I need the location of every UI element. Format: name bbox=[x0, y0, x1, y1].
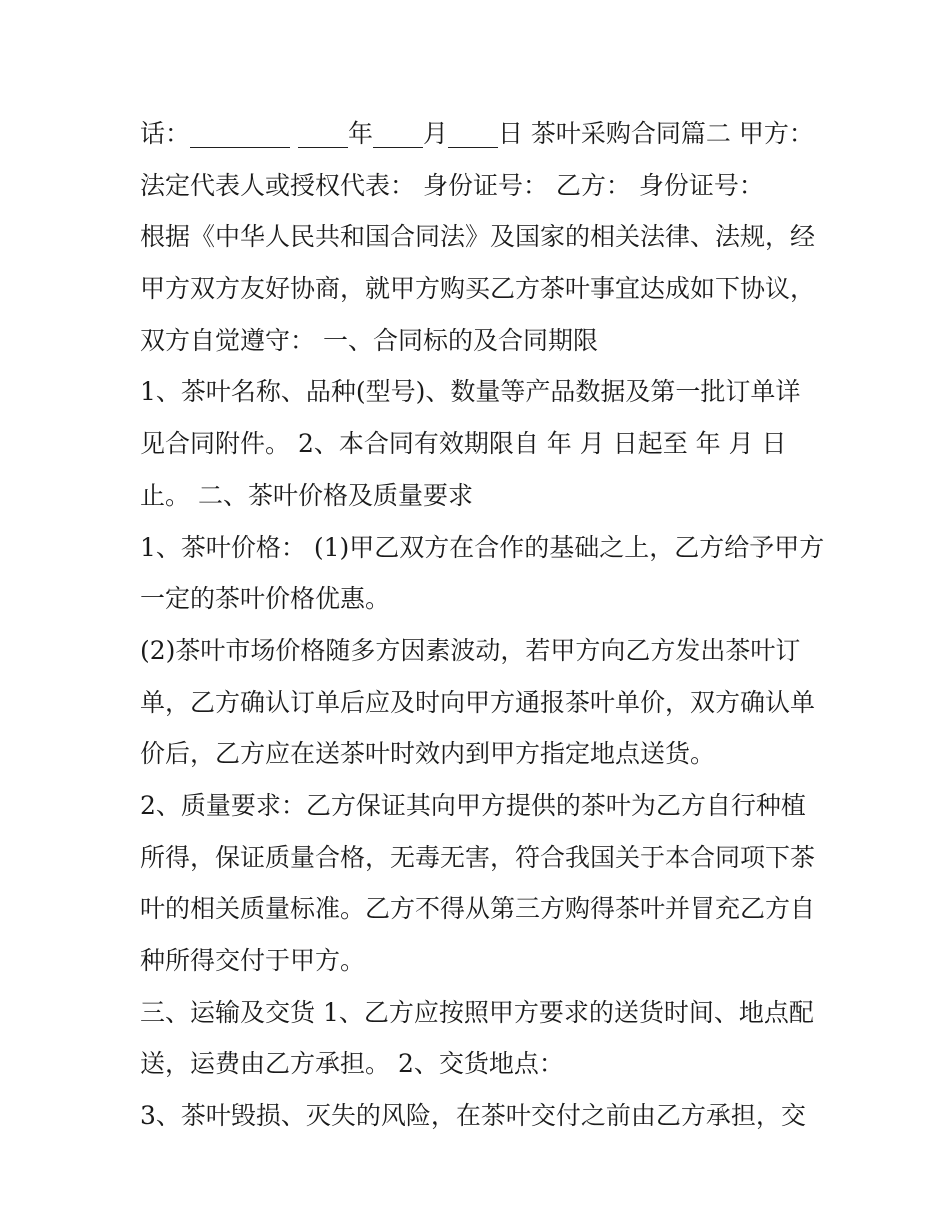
text-line-13: 价后，乙方应在送茶叶时效内到甲方指定地点送货。 bbox=[140, 739, 716, 769]
text-line-11: (2)茶叶市场价格随多方因素波动，若甲方向乙方发出茶叶订 bbox=[140, 635, 801, 665]
text-line-7: 见合同附件。 2、本合同有效期限自 年 月 日起至 年 月 日 bbox=[140, 429, 787, 459]
text-line-8: 止。 二、茶叶价格及质量要求 bbox=[140, 480, 473, 510]
text-line-15: 所得，保证质量合格，无毒无害，符合我国关于本合同项下茶 bbox=[140, 842, 816, 872]
text-line-1: 话：________ ____年____月____日 茶叶采购合同篇二 甲方： bbox=[140, 119, 814, 148]
text-line-12: 单，乙方确认订单后应及时向甲方通报茶叶单价，双方确认单 bbox=[140, 687, 816, 717]
text-line-2: 法定代表人或授权代表： 身份证号： 乙方： 身份证号： bbox=[140, 170, 764, 200]
text-line-10: 一定的茶叶价格优惠。 bbox=[140, 584, 391, 614]
text-line-14: 2、质量要求：乙方保证其向甲方提供的茶叶为乙方自行种植 bbox=[140, 790, 806, 820]
text-line-9: 1、茶叶价格： (1)甲乙双方在合作的基础之上，乙方给予甲方 bbox=[140, 532, 825, 562]
text-line-19: 送，运费由乙方承担。 2、交货地点： bbox=[140, 1049, 564, 1079]
contract-text bbox=[140, 108, 825, 1142]
text-line-4: 甲方双方友好协商，就甲方购买乙方茶叶事宜达成如下协议， bbox=[140, 274, 816, 304]
text-line-17: 种所得交付于甲方。 bbox=[140, 946, 366, 975]
text-line-5: 双方自觉遵守： 一、合同标的及合同期限 bbox=[140, 325, 598, 355]
text-line-18: 三、运输及交货 1、乙方应按照甲方要求的送货时间、地点配 bbox=[140, 997, 814, 1027]
text-line-20: 3、茶叶毁损、灭失的风险，在茶叶交付之前由乙方承担，交 bbox=[140, 1101, 806, 1131]
text-line-3: 根据《中华人民共和国合同法》及国家的相关法律、法规，经 bbox=[140, 222, 816, 252]
text-line-6: 1、茶叶名称、品种(型号)、数量等产品数据及第一批订单详 bbox=[140, 377, 801, 407]
text-line-16: 叶的相关质量标准。乙方不得从第三方购得茶叶并冒充乙方自 bbox=[140, 894, 816, 924]
